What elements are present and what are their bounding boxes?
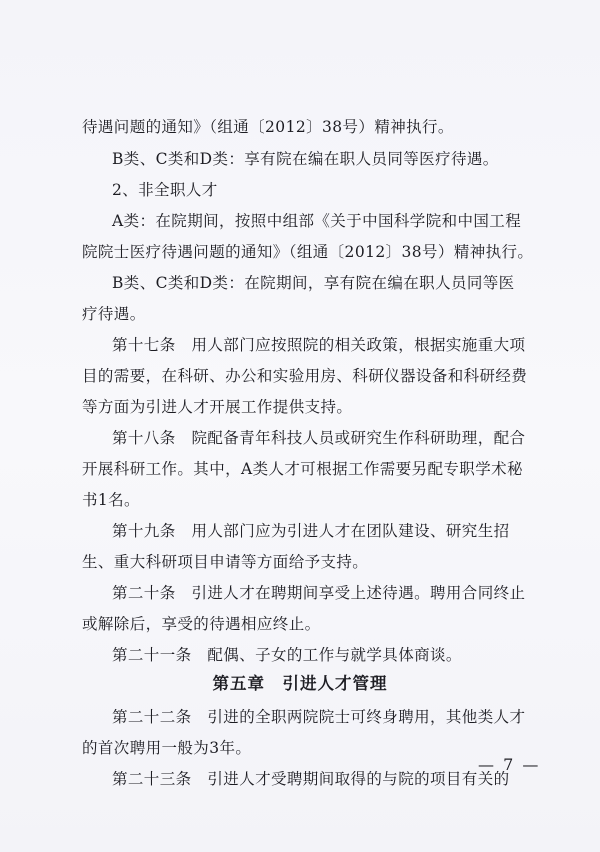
text-line: A类：在院期间，按照中组部《关于中国科学院和中国工程 <box>112 212 522 230</box>
text-line: 第十八条 院配备青年科技人员或研究生作科研助理，配合 <box>112 429 526 447</box>
page-number: — 7 — <box>478 755 541 774</box>
text-line: B类、C类和D类：享有院在编在职人员同等医疗待遇。 <box>112 150 499 168</box>
text-line: 或解除后，享受的待遇相应终止。 <box>82 615 321 633</box>
text-line: 目的需要，在科研、办公和实验用房、科研仪器设备和科研经费 <box>82 367 528 385</box>
text-line: B类、C类和D类：在院期间，享有院在编在职人员同等医 <box>112 274 515 292</box>
text-line: 第十九条 用人部门应为引进人才在团队建设、研究生招 <box>112 522 510 540</box>
text-line: 疗待遇。 <box>82 305 146 323</box>
text-line: 书1名。 <box>82 491 140 509</box>
text-line: 第二十条 引进人才在聘期间享受上述待遇。聘用合同终止 <box>112 584 526 602</box>
text-line: 第二十三条 引进人才受聘期间取得的与院的项目有关的 <box>112 770 510 788</box>
text-line: 开展科研工作。其中，A类人才可根据工作需要另配专职学术秘 <box>82 460 523 478</box>
text-line: 等方面为引进人才开展工作提供支持。 <box>82 398 353 416</box>
text-line: 第十七条 用人部门应按照院的相关政策，根据实施重大项 <box>112 336 526 354</box>
text-line: 第二十一条 配偶、子女的工作与就学具体商谈。 <box>112 646 462 664</box>
text-line: 生、重大科研项目申请等方面给予支持。 <box>82 553 369 571</box>
text-line: 2、非全职人才 <box>112 181 218 199</box>
chapter-heading: 第五章 引进人才管理 <box>212 674 388 693</box>
text-line: 待遇问题的通知》（组通〔2012〕38号）精神执行。 <box>82 118 454 136</box>
text-line: 院院士医疗待遇问题的通知》（组通〔2012〕38号）精神执行。 <box>82 243 534 261</box>
text-line: 第二十二条 引进的全职两院院士可终身聘用，其他类人才 <box>112 708 526 726</box>
text-line: 的首次聘用一般为3年。 <box>82 739 252 757</box>
